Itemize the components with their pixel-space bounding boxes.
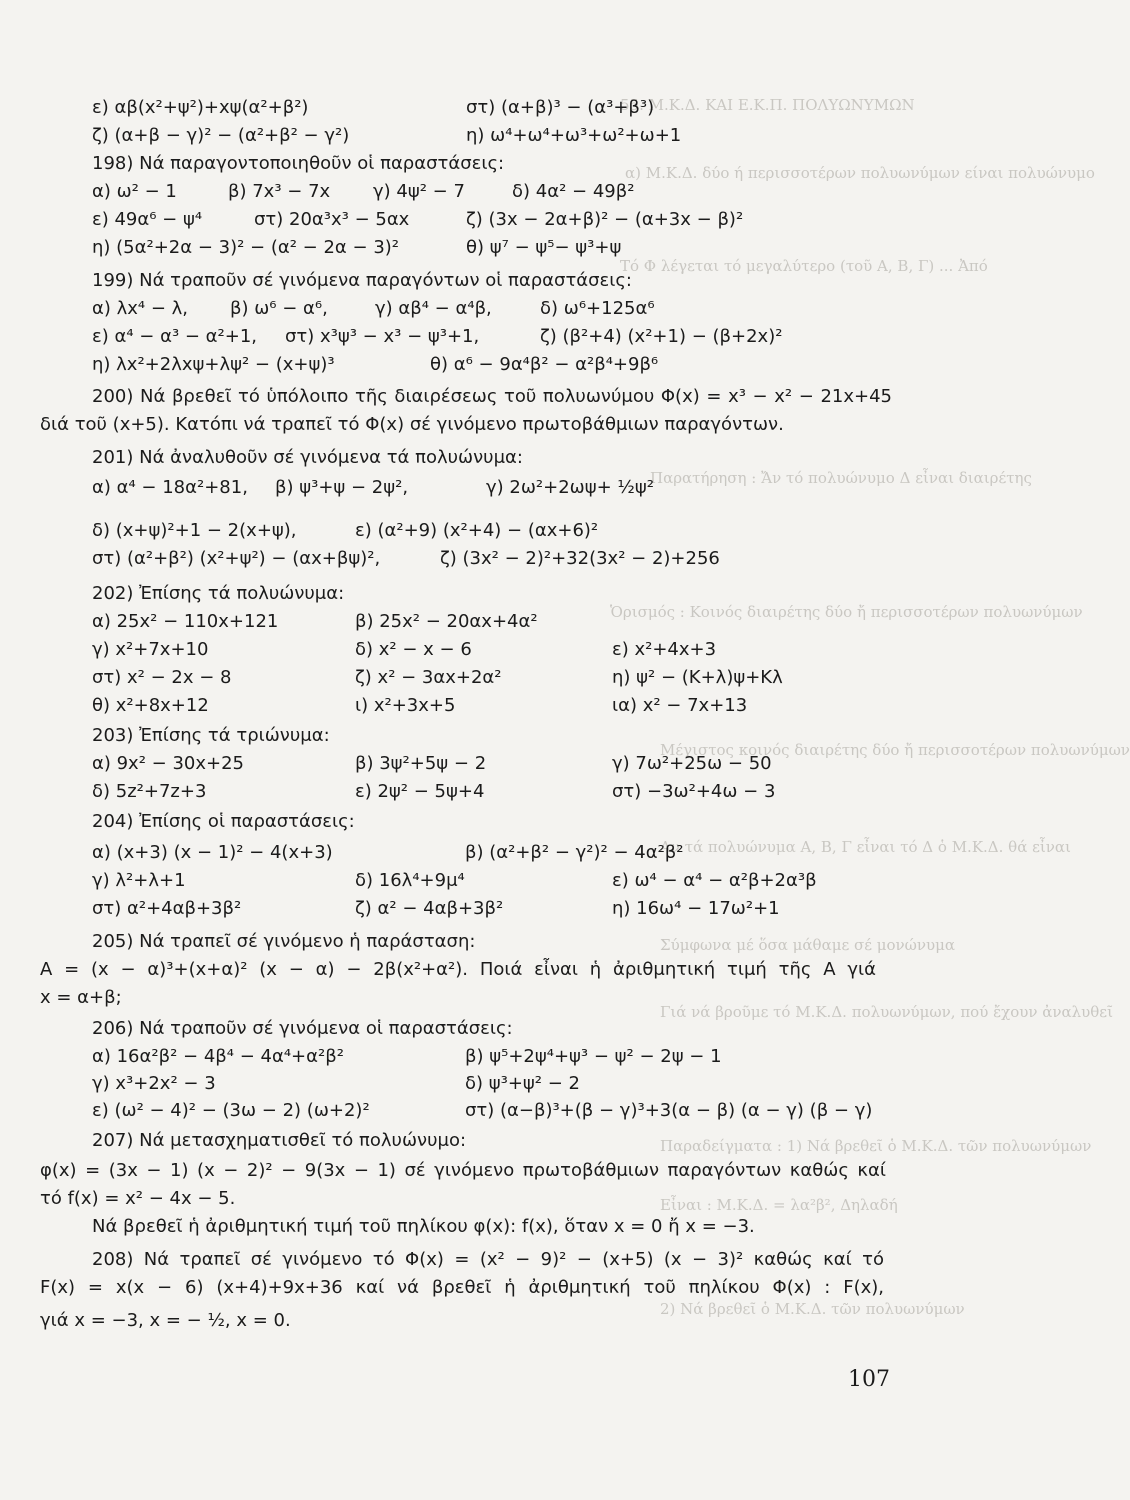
exercise-item: στ) α²+4αβ+3β² [92, 898, 242, 919]
exercise-heading: 199) Νά τραποῦν σέ γινόμενα παραγόντων οἱ παραστάσεις: [92, 270, 632, 291]
exercise-item: γ) λ²+λ+1 [92, 870, 186, 891]
exercise-item: γ) 7ω²+25ω − 50 [612, 753, 772, 774]
bleed-line: 55. Μ.Κ.Δ. ΚΑΙ Ε.Κ.Π. ΠΟΛΥΩΝΥΜΩΝ [620, 96, 915, 114]
exercise-item: θ) ψ⁷ − ψ⁵− ψ³+ψ [466, 237, 622, 258]
bleed-line: Παρατήρηση : Ἄν τό πολυώνυμο Δ εἶναι διαιρέτης [650, 469, 1032, 487]
page-number: 107 [848, 1367, 890, 1392]
exercise-text: τό f(x) = x² − 4x − 5. [40, 1188, 236, 1209]
exercise-item: ζ) (α+β − γ)² − (α²+β² − γ²) [92, 125, 350, 146]
exercise-heading: 202) Ἐπίσης τά πολυώνυμα: [92, 583, 345, 604]
exercise-item: α) 25x² − 110x+121 [92, 611, 279, 632]
exercise-text: x = α+β; [40, 987, 122, 1008]
exercise-item: η) 16ω⁴ − 17ω²+1 [612, 898, 780, 919]
exercise-item: στ) (α²+β²) (x²+ψ²) − (αx+βψ)², [92, 548, 381, 569]
exercise-item: δ) x² − x − 6 [355, 639, 472, 660]
exercise-text: F(x) = x(x − 6) (x+4)+9x+36 καί νά βρεθεῖ ἡ ἀριθμητική τοῦ πηλίκου Φ(x) : F(x), [40, 1277, 884, 1298]
exercise-item: α) α⁴ − 18α²+81, [92, 477, 248, 498]
exercise-item: δ) 4α² − 49β² [512, 181, 635, 202]
exercise-item: δ) (x+ψ)²+1 − 2(x+ψ), [92, 520, 297, 541]
exercise-item: β) ψ⁵+2ψ⁴+ψ³ − ψ² − 2ψ − 1 [465, 1046, 722, 1067]
exercise-text: 200) Νά βρεθεῖ τό ὑπόλοιπο τῆς διαιρέσεως τοῦ πολυωνύμου Φ(x) = x³ − x² − 21x+45 [92, 386, 892, 407]
exercise-text: 208) Νά τραπεῖ σέ γινόμενο τό Φ(x) = (x² − 9)² − (x+5) (x − 3)² καθώς καί τό [92, 1249, 884, 1270]
exercise-heading: 204) Ἐπίσης οἱ παραστάσεις: [92, 811, 355, 832]
exercise-item: δ) ψ³+ψ² − 2 [465, 1073, 580, 1094]
exercise-item: α) λx⁴ − λ, [92, 298, 189, 319]
exercise-item: β) (α²+β² − γ²)² − 4α²β² [465, 842, 684, 863]
bleed-line: Ὁρισμός : Κοινός διαιρέτης δύο ἤ περισσοτέρων πολυωνύμων [610, 603, 1083, 621]
exercise-item: δ) ω⁶+125α⁶ [540, 298, 655, 319]
exercise-item: β) ψ³+ψ − 2ψ², [275, 477, 409, 498]
exercise-item: ε) αβ(x²+ψ²)+xψ(α²+β²) [92, 97, 309, 118]
exercise-item: στ) x² − 2x − 8 [92, 667, 232, 688]
exercise-item: η) ψ² − (Κ+λ)ψ+Κλ [612, 667, 783, 688]
bleed-line: 2) Νά βρεθεῖ ὁ Μ.Κ.Δ. τῶν πολυωνύμων [660, 1300, 965, 1318]
exercise-text: γιά x = −3, x = − ½, x = 0. [40, 1310, 291, 1331]
bleed-line: Εἶναι : Μ.Κ.Δ. = λα²β², Δηλαδή [660, 1196, 898, 1214]
exercise-item: ι) x²+3x+5 [355, 695, 456, 716]
exercise-heading: 198) Νά παραγοντοποιηθοῦν οἱ παραστάσεις: [92, 153, 505, 174]
exercise-text: φ(x) = (3x − 1) (x − 2)² − 9(3x − 1) σέ γινόμενο πρωτοβάθμιων παραγόντων καθώς καί [40, 1160, 886, 1181]
exercise-text: διά τοῦ (x+5). Κατόπι νά τραπεῖ τό Φ(x) σέ γινόμενο πρωτοβάθμιων παραγόντων. [40, 414, 784, 435]
exercise-item: β) 7x³ − 7x [228, 181, 331, 202]
exercise-item: γ) 2ω²+2ωψ+ ½ψ² [486, 477, 654, 498]
bleed-line: Αν τά πολυώνυμα Α, Β, Γ εἶναι τό Δ ὁ Μ.Κ.Δ. θά εἶναι [660, 838, 1071, 856]
bleed-line: α) Μ.Κ.Δ. δύο ή περισσοτέρων πολυωνύμων είναι πολυώνυμο [625, 164, 1095, 182]
exercise-item: δ) 16λ⁴+9μ⁴ [355, 870, 465, 891]
exercise-item: θ) α⁶ − 9α⁴β² − α²β⁴+9β⁶ [430, 354, 659, 375]
exercise-item: ε) ω⁴ − α⁴ − α²β+2α³β [612, 870, 817, 891]
exercise-item: η) λx²+2λxψ+λψ² − (x+ψ)³ [92, 354, 335, 375]
exercise-heading: 201) Νά ἀναλυθοῦν σέ γινόμενα τά πολυώνυμα: [92, 447, 523, 468]
exercise-item: θ) x²+8x+12 [92, 695, 209, 716]
exercise-item: γ) x³+2x² − 3 [92, 1073, 216, 1094]
exercise-item: γ) αβ⁴ − α⁴β, [375, 298, 492, 319]
exercise-item: στ) 20α³x³ − 5αx [254, 209, 410, 230]
exercise-item: β) ω⁶ − α⁶, [230, 298, 328, 319]
bleed-line: Γιά νά βροῦμε τό Μ.Κ.Δ. πολυωνύμων, πού ἔχουν ἀναλυθεῖ [660, 1003, 1113, 1021]
exercise-item: γ) 4ψ² − 7 [373, 181, 465, 202]
bleed-line: Παραδείγματα : 1) Νά βρεθεῖ ὁ Μ.Κ.Δ. τῶν πολυωνύμων [660, 1137, 1092, 1155]
exercise-item: α) 9x² − 30x+25 [92, 753, 244, 774]
exercise-item: η) ω⁴+ω⁴+ω³+ω²+ω+1 [466, 125, 682, 146]
exercise-item: β) 3ψ²+5ψ − 2 [355, 753, 487, 774]
exercise-item: η) (5α²+2α − 3)² − (α² − 2α − 3)² [92, 237, 400, 258]
exercise-item: ε) (ω² − 4)² − (3ω − 2) (ω+2)² [92, 1100, 370, 1121]
exercise-item: στ) (α+β)³ − (α³+β³) [466, 97, 655, 118]
exercise-item: στ) −3ω²+4ω − 3 [612, 781, 776, 802]
exercise-item: ζ) (3x² − 2)²+32(3x² − 2)+256 [440, 548, 720, 569]
exercise-heading: 205) Νά τραπεῖ σέ γινόμενο ἡ παράσταση: [92, 931, 476, 952]
exercise-item: ε) x²+4x+3 [612, 639, 717, 660]
exercise-text: A = (x − α)³+(x+α)² (x − α) − 2β(x²+α²). Ποιά εἶναι ἡ ἀριθμητική τιμή τῆς A γιά [40, 959, 876, 980]
bleed-line: Τό Φ λέγεται τό μεγαλύτερο (τοῦ Α, Β, Γ) ... Ἀπό [620, 257, 988, 275]
bleed-line: Σύμφωνα μέ ὅσα μάθαμε σέ μονώνυμα [660, 936, 956, 954]
exercise-text: Νά βρεθεῖ ἡ ἀριθμητική τιμή τοῦ πηλίκου φ(x): f(x), ὅταν x = 0 ἤ x = −3. [92, 1216, 755, 1237]
exercise-item: στ) x³ψ³ − x³ − ψ³+1, [285, 326, 480, 347]
exercise-item: β) 25x² − 20αx+4α² [355, 611, 538, 632]
exercise-item: ζ) (β²+4) (x²+1) − (β+2x)² [540, 326, 783, 347]
exercise-heading: 203) Ἐπίσης τά τριώνυμα: [92, 725, 330, 746]
exercise-item: α) 16α²β² − 4β⁴ − 4α⁴+α²β² [92, 1046, 344, 1067]
exercise-item: στ) (α−β)³+(β − γ)³+3(α − β) (α − γ) (β − γ) [465, 1100, 873, 1121]
exercise-item: α) (x+3) (x − 1)² − 4(x+3) [92, 842, 333, 863]
exercise-item: γ) x²+7x+10 [92, 639, 209, 660]
bleed-line: Μέγιστος κοινός διαιρέτης δύο ἤ περισσοτέρων πολυωνύμων [660, 741, 1130, 759]
exercise-item: ζ) α² − 4αβ+3β² [355, 898, 504, 919]
exercise-item: ε) 2ψ² − 5ψ+4 [355, 781, 485, 802]
exercise-item: ε) (α²+9) (x²+4) − (αx+6)² [355, 520, 599, 541]
exercise-item: δ) 5z²+7z+3 [92, 781, 207, 802]
exercise-item: ε) α⁴ − α³ − α²+1, [92, 326, 258, 347]
exercise-item: ε) 49α⁶ − ψ⁴ [92, 209, 203, 230]
exercise-heading: 206) Νά τραποῦν σέ γινόμενα οἱ παραστάσεις: [92, 1018, 513, 1039]
exercise-item: ζ) (3x − 2α+β)² − (α+3x − β)² [466, 209, 744, 230]
exercise-item: ζ) x² − 3αx+2α² [355, 667, 502, 688]
exercise-item: ια) x² − 7x+13 [612, 695, 748, 716]
exercise-heading: 207) Νά μετασχηματισθεῖ τό πολυώνυμο: [92, 1130, 467, 1151]
exercise-item: α) ω² − 1 [92, 181, 177, 202]
